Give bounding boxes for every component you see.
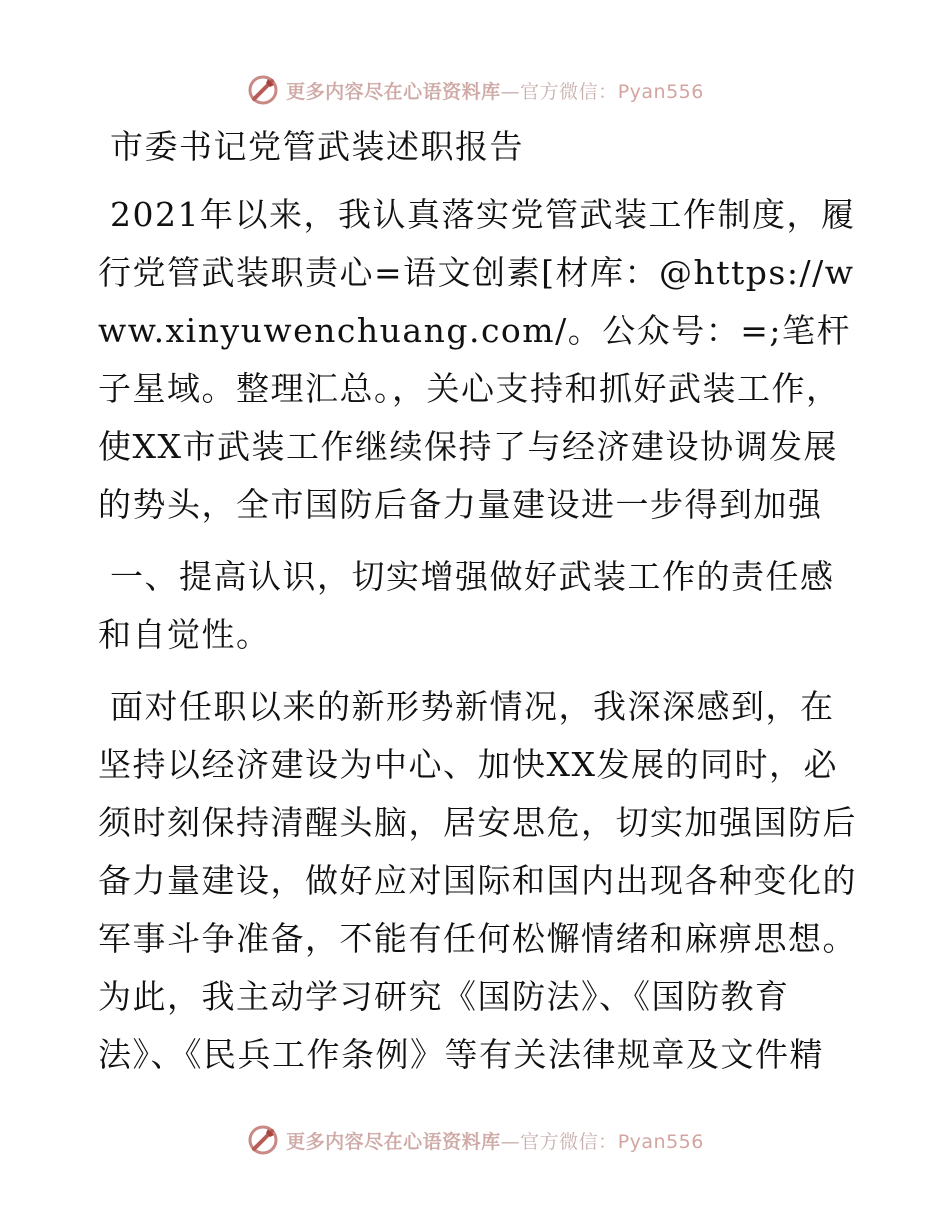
banner-text-library: 更多内容尽在心语资料库 [286,80,501,103]
header-watermark-banner [0,70,950,110]
banner-text-wechat-id: Pyan556 [617,1130,704,1153]
banner-text-library: 更多内容尽在心语资料库 [286,1130,501,1153]
paragraph-1: 2021年以来，我认真落实党管武装工作制度，履行党管武装职责心=语文创素[材库：@https://www.xinyuwenchuang.com/。公众号：=;笔杆子星域。整理汇总。，关心支持和抓好武装工作，使XX市武装工作继续保持了与经济建设协调发展的势头，全市国防后备力量建设进一步得到加强 [98,195,856,524]
banner-text-wechat-label: —官方微信： [500,1130,618,1153]
banner-text [286,1127,704,1154]
banner-text [286,77,704,104]
brush-logo-icon [246,1123,280,1157]
banner-text-wechat-label: —官方微信： [500,80,618,103]
paragraph-2: 一、提高认识，切实增强做好武装工作的责任感和自觉性。 [98,557,835,654]
footer-watermark-banner [0,1120,950,1160]
document-title: 市委书记党管武装述职报告 [110,127,524,166]
document-body [98,118,868,1098]
paragraph-3: 面对任职以来的新形势新情况，我深深感到，在坚持以经济建设为中心、加快XX发展的同时，必须时刻保持清醒头脑，居安思危，切实加强国防后备力量建设，做好应对国际和国内出现各种变化的军事斗争准备，不能有任何松懈情绪和麻痹思想。为此，我主动学习研究《国防法》、《国防教育法》、《民兵工作条例》等有关法律规章及文件精 [98,687,857,1074]
banner-text-wechat-id: Pyan556 [617,80,704,103]
brush-logo-icon [246,73,280,107]
